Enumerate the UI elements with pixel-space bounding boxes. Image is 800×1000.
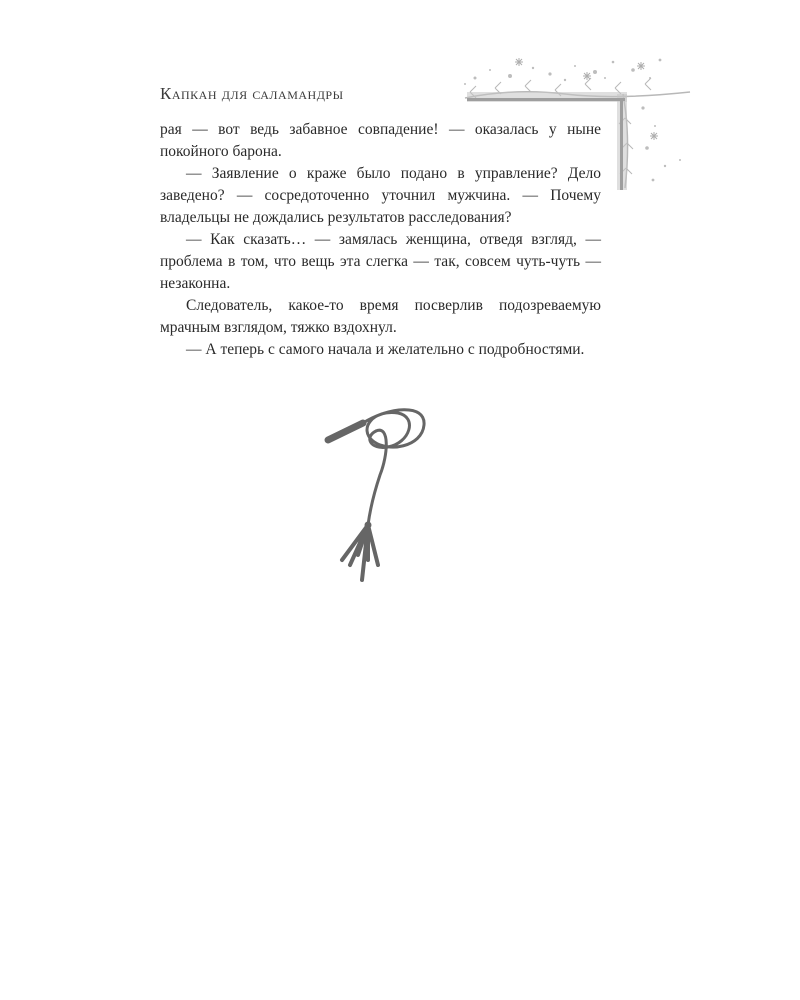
paragraph-3: — Как сказать… — замялась женщина, отведя взгляд, — проблема в том, что вещь эта слегка — так, совсем чуть-чуть — незаконна. xyxy=(160,231,601,292)
paragraph-4: Следователь, какое-то время посверлив подозреваемую мрачным взглядом, тяжко вздохнул. xyxy=(160,297,601,336)
running-title: Капкан для саламандры xyxy=(160,84,344,103)
paragraph-5: — А теперь с самого начала и желательно с подробностями. xyxy=(186,341,585,358)
paragraph-2: — Заявление о краже было подано в управление? Дело заведено? — сосредоточенно уточнил мужчина. — Почему владельцы не дождались результатов расследования? xyxy=(160,165,601,226)
paragraph-1: рая — вот ведь забавное совпадение! — оказалась у ныне покойного барона. xyxy=(160,121,601,160)
body-text xyxy=(160,119,601,361)
whip-illustration xyxy=(318,395,438,590)
